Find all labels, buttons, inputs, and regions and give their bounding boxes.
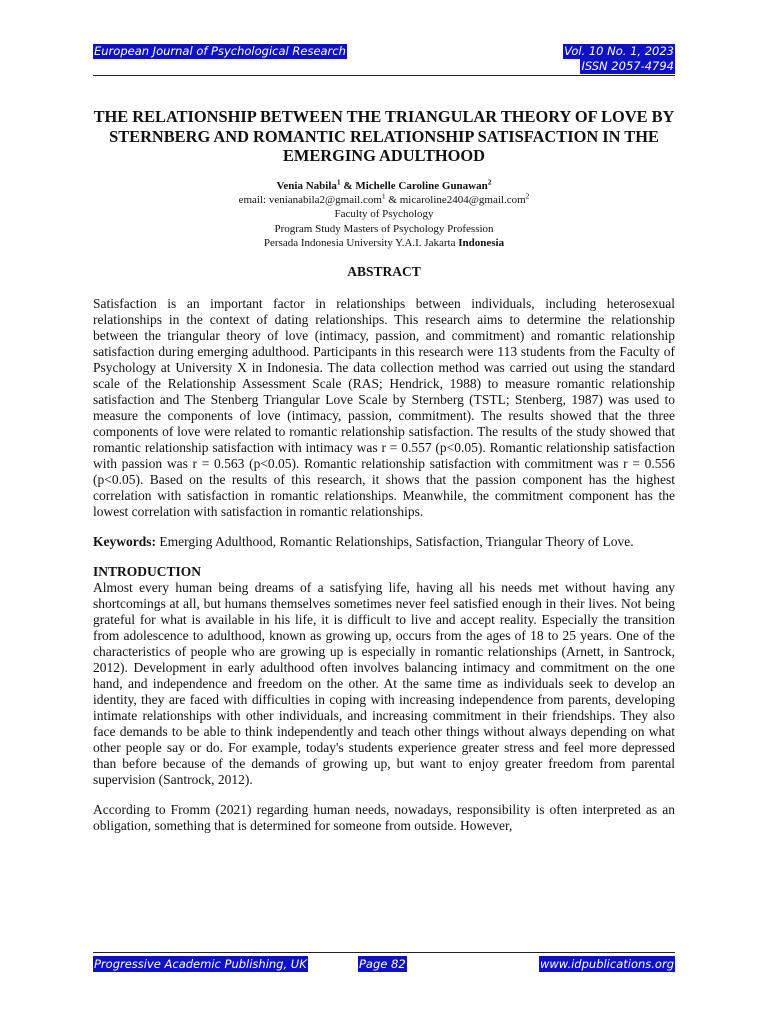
- author-2: Michelle Caroline Gunawan: [355, 180, 488, 192]
- footer-rule: [93, 952, 675, 953]
- email-line: email: venianabila2@gmail.com$^1$ & micaroline2404@gmail.com$^2$: [238, 191, 530, 207]
- page-number: Page 82: [359, 957, 406, 971]
- keywords: [93, 534, 675, 550]
- abstract-heading: ABSTRACT: [347, 264, 421, 279]
- publisher: Progressive Academic Publishing, UK: [94, 957, 307, 971]
- affiliation-university: Persada Indonesia University Y.A.I. Jakarta Indonesia: [263, 236, 505, 249]
- issn-info: ISSN 2057-4794: [581, 59, 674, 73]
- paper-title: THE RELATIONSHIP BETWEEN THE TRIANGULAR THEORY OF LOVE BY STERNBERG AND ROMANTIC RELATIONSHIP SATISFACTION IN THE EMERGING ADULTHOOD: [93, 107, 675, 165]
- header-rule: [93, 75, 675, 76]
- body-text: [93, 296, 675, 848]
- author-1: Venia Nabila: [276, 180, 337, 192]
- keywords-list: Emerging Adulthood, Romantic Relationships, Satisfaction, Triangular Theory of Love.: [156, 534, 634, 549]
- issue-info: [563, 44, 675, 74]
- keywords-label: Keywords:: [93, 534, 156, 549]
- volume-info: Vol. 10 No. 1, 2023: [564, 44, 674, 58]
- affiliation-faculty: Faculty of Psychology: [334, 208, 434, 221]
- author-block: [93, 179, 675, 250]
- introduction-heading: INTRODUCTION: [93, 564, 202, 579]
- journal-name: European Journal of Psychological Research: [94, 44, 346, 58]
- abstract-text: Satisfaction is an important factor in relationships between individuals, including heterosexual relationships in the context of dating relationships. This research aims to determine the relationship between the triangular theory of love (intimacy, passion, and commitment) and romantic relationship satisfaction during emerging adulthood. Participants in this research were 113 students from the Faculty of Psychology at University X in Indonesia. The data collection method was carried out using the standard scale of the Relationship Assessment Scale (RAS; Hendrick, 1988) to measure romantic relationship satisfaction and The Stenberg Triangular Love Scale by Sternberg (TSTL; Stenberg, 1987) was used to measure the components of love (intimacy, passion, commitment). The results showed that the three components of love were related to romantic relationship satisfaction. The results of the study showed that romantic relationship satisfaction with intimacy was r = 0.557 (p<0.05). Romantic relationship satisfaction with passion was r = 0.563 (p<0.05). Romantic relationship satisfaction with commitment was r = 0.556 (p<0.05). Based on the results of this research, it shows that the passion component has the highest correlation with satisfaction in romantic relationships. Meanwhile, the commitment component has the lowest correlation with satisfaction in romantic relationships.: [93, 296, 675, 519]
- email-1: venianabila2@gmail.com: [268, 194, 382, 207]
- email-2: micaroline2404@gmail.com: [399, 194, 526, 207]
- introduction-paragraph-2: According to Fromm (2021) regarding human needs, nowadays, responsibility is often interpreted as an obligation, something that is determined for someone from outside. However,: [93, 802, 675, 833]
- publisher-url[interactable]: www.idpublications.org: [539, 957, 674, 971]
- running-footer: [93, 956, 675, 972]
- affiliation-country: Indonesia: [458, 236, 505, 249]
- introduction-paragraph-1: Almost every human being dreams of a satisfying life, having all his needs met without having any shortcomings at all, but humans themselves sometimes never feel satisfied enough in their lives. Not being grateful for what is available in his life, it is difficult to live and accept reality. Especially the transition from adolescence to adulthood, known as growing up, occurs from the ages of 18 to 25 years. One of the characteristics of people who are growing up is especially in romantic relationships (Arnett, in Santrock, 2012). Development in early adulthood often involves balancing intimacy and commitment on the one hand, and independence and freedom on the other. At the same time as individuals seek to develop an identity, they are faced with difficulties in coping with increasing independence from parents, developing intimate relationships with other individuals, and increasing commitment in their friendships. They also face demands to be able to think independently and teach other things without always depending on what other people say or do. For example, today's students experience greater stress and feel more depressed than before because of the demands of growing up, but want to enjoy greater freedom from parental supervision (Santrock, 2012).: [93, 580, 675, 787]
- affiliation-program: Program Study Masters of Psychology Profession: [274, 222, 494, 235]
- author-line: Venia Nabila$^1$ & Michelle Caroline Gunawan$^2$: [276, 177, 492, 192]
